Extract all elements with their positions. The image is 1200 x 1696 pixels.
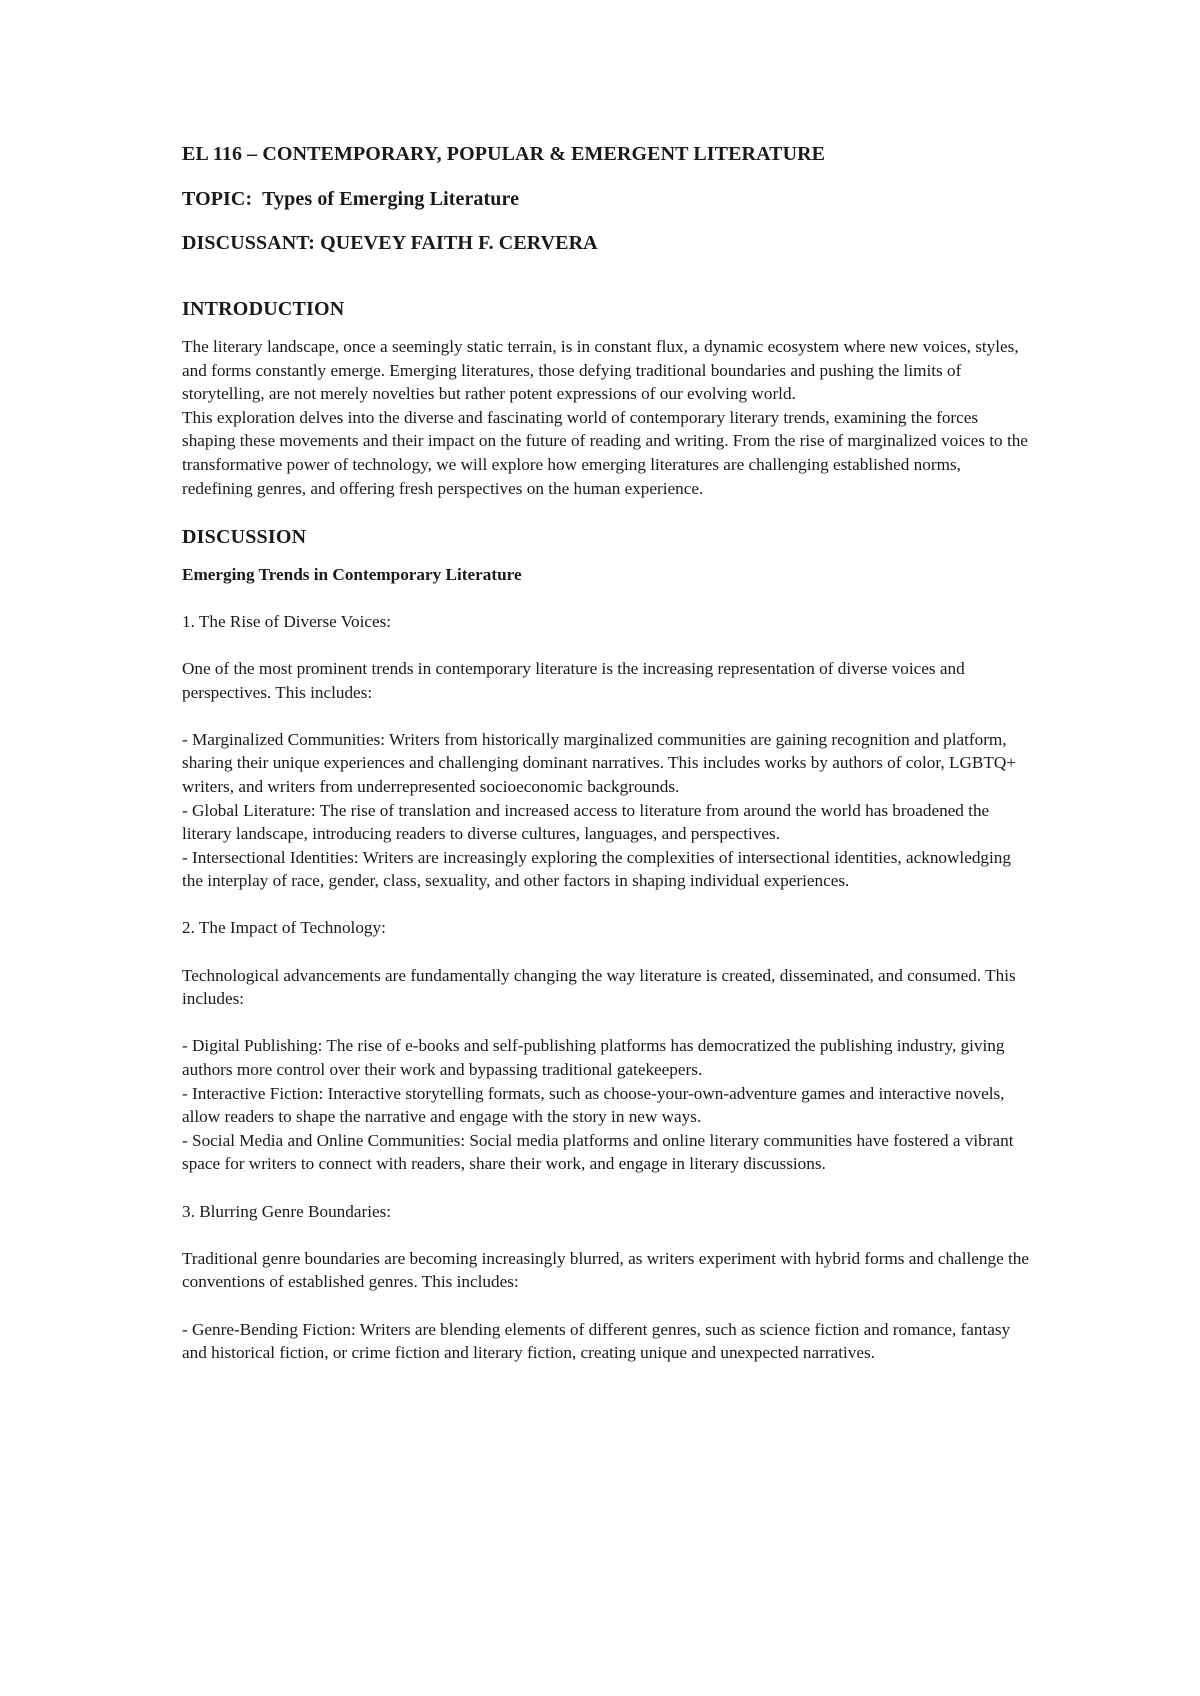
topic-line bbox=[182, 185, 1032, 213]
list-item: - Interactive Fiction: Interactive storytelling formats, such as choose-your-own-adventure games and interactive novels, allow readers to shape the narrative and engage with the story in new ways. bbox=[182, 1083, 1005, 1127]
list-item: - Digital Publishing: The rise of e-books and self-publishing platforms has democratized the publishing industry, giving authors more control over their work and bypassing traditional gatekeepers. bbox=[182, 1036, 1005, 1080]
section-list bbox=[182, 1034, 1032, 1176]
list-item: - Marginalized Communities: Writers from historically marginalized communities are gaining recognition and platform, sharing their unique experiences and challenging dominant narratives. This includes works by authors of color, LGBTQ+ writers, and writers from underrepresented socioeconomic backgrounds. bbox=[182, 729, 1016, 796]
section-list bbox=[182, 1318, 1032, 1365]
intro-paragraph: The literary landscape, once a seemingly static terrain, is in constant flux, a dynamic ecosystem where new voices, styles, and forms constantly emerge. Emerging literatures, those defying traditional boundaries and pushing the limits of storytelling, are not merely novelties but rather potent expressions of our evolving world. bbox=[182, 337, 1019, 404]
discussant-label: DISCUSSANT: bbox=[182, 232, 315, 254]
topic-label: TOPIC: bbox=[182, 188, 253, 210]
document-page bbox=[182, 140, 1032, 1388]
discussant-line bbox=[182, 229, 1032, 257]
discussant-value: QUEVEY FAITH F. CERVERA bbox=[320, 232, 598, 254]
list-item: - Social Media and Online Communities: Social media platforms and online literary communities have fostered a vibrant space for writers to connect with readers, share their work, and engage in literary discussions. bbox=[182, 1130, 1014, 1174]
course-title: EL 116 – CONTEMPORARY, POPULAR & EMERGENT LITERATURE bbox=[182, 143, 826, 165]
introduction-heading: INTRODUCTION bbox=[182, 298, 345, 320]
section-intro: Traditional genre boundaries are becoming increasingly blurred, as writers experiment with hybrid forms and challenge the conventions of established genres. This includes: bbox=[182, 1248, 1030, 1292]
discussion-heading: DISCUSSION bbox=[182, 526, 307, 549]
section-intro: Technological advancements are fundamentally changing the way literature is created, disseminated, and consumed. This includes: bbox=[182, 965, 1016, 1009]
section-intro: One of the most prominent trends in contemporary literature is the increasing representation of diverse voices and perspectives. This includes: bbox=[182, 658, 965, 702]
section-title: 2. The Impact of Technology: bbox=[182, 918, 386, 938]
list-item: - Genre-Bending Fiction: Writers are blending elements of different genres, such as science fiction and romance, fantasy and historical fiction, or crime fiction and literary fiction, creating unique and unexpected narratives. bbox=[182, 1319, 1011, 1363]
list-item: - Intersectional Identities: Writers are increasingly exploring the complexities of intersectional identities, acknowledging the interplay of race, gender, class, sexuality, and other factors in shaping individual experiences. bbox=[182, 847, 1011, 891]
section-title: 1. The Rise of Diverse Voices: bbox=[182, 611, 392, 631]
section-list bbox=[182, 728, 1032, 893]
list-item: - Global Literature: The rise of translation and increased access to literature from around the world has broadened the literary landscape, introducing readers to diverse cultures, languages, and perspectives. bbox=[182, 800, 990, 844]
section-title: 3. Blurring Genre Boundaries: bbox=[182, 1201, 392, 1221]
intro-paragraph: This exploration delves into the diverse and fascinating world of contemporary literary trends, examining the forces shaping these movements and their impact on the future of reading and writing. From the rise of marginalized voices to the transformative power of technology, we will explore how emerging literatures are challenging established norms, redefining genres, and offering fresh perspectives on the human experience. bbox=[182, 407, 1028, 498]
discussion-subheading: Emerging Trends in Contemporary Literature bbox=[182, 565, 522, 585]
topic-value: Types of Emerging Literature bbox=[262, 188, 520, 210]
